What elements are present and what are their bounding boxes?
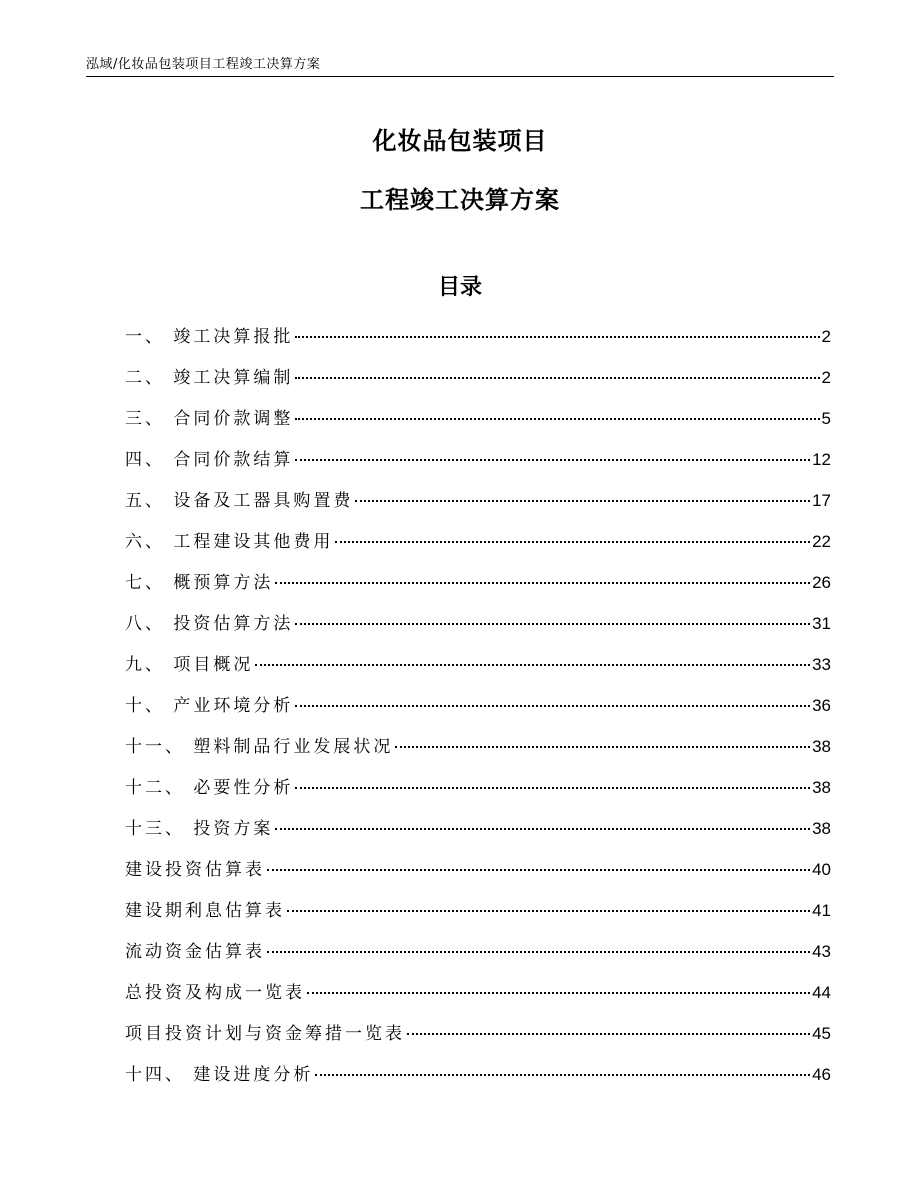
toc-entry[interactable] — [125, 812, 831, 853]
toc-entry-label: 十一、 塑料制品行业发展状况 — [125, 737, 394, 757]
toc-entry-page: 17 — [812, 491, 831, 510]
dot-leader — [407, 1033, 810, 1035]
toc-entry-label: 流动资金估算表 — [125, 942, 265, 962]
toc-entry-label: 十二、 必要性分析 — [125, 778, 294, 798]
toc-entry-page: 45 — [812, 1024, 831, 1043]
toc-entry[interactable] — [125, 566, 831, 607]
toc-entry[interactable] — [125, 1058, 831, 1099]
toc-entry-label: 十四、 建设进度分析 — [125, 1065, 314, 1085]
toc-entry-page: 2 — [821, 368, 831, 387]
dot-leader — [275, 828, 810, 830]
toc-entry-page: 26 — [812, 573, 831, 592]
toc-entry-page: 40 — [812, 860, 831, 879]
toc-entry-page: 31 — [812, 614, 831, 633]
toc-entry-label: 建设投资估算表 — [125, 860, 265, 880]
dot-leader — [395, 746, 810, 748]
toc-entry-page: 2 — [821, 327, 831, 346]
running-header: 泓域/化妆品包装项目工程竣工决算方案 — [86, 57, 321, 72]
dot-leader — [295, 336, 819, 338]
toc-entry[interactable] — [125, 648, 831, 689]
dot-leader — [295, 705, 810, 707]
dot-leader — [275, 582, 810, 584]
toc-entry-page: 22 — [812, 532, 831, 551]
toc-entry[interactable] — [125, 853, 831, 894]
dot-leader — [315, 1074, 810, 1076]
table-of-contents — [125, 320, 831, 1099]
toc-entry-label: 八、 投资估算方法 — [125, 614, 294, 634]
toc-entry[interactable] — [125, 443, 831, 484]
header-divider — [86, 76, 834, 77]
document-title-line-2: 工程竣工决算方案 — [360, 186, 560, 214]
toc-entry[interactable] — [125, 402, 831, 443]
dot-leader — [287, 910, 810, 912]
toc-entry-page: 38 — [812, 819, 831, 838]
toc-entry-label: 十三、 投资方案 — [125, 819, 274, 839]
dot-leader — [295, 623, 810, 625]
toc-entry-label: 总投资及构成一览表 — [125, 983, 305, 1003]
dot-leader — [267, 869, 810, 871]
toc-entry[interactable] — [125, 607, 831, 648]
toc-entry[interactable] — [125, 935, 831, 976]
toc-entry-label: 建设期利息估算表 — [125, 901, 285, 921]
toc-entry[interactable] — [125, 976, 831, 1017]
toc-entry-page: 41 — [812, 901, 831, 920]
dot-leader — [295, 418, 819, 420]
toc-entry[interactable] — [125, 689, 831, 730]
dot-leader — [295, 377, 819, 379]
toc-heading: 目录 — [437, 275, 482, 300]
toc-entry[interactable] — [125, 525, 831, 566]
toc-entry-page: 46 — [812, 1065, 831, 1084]
dot-leader — [295, 459, 810, 461]
dot-leader — [295, 787, 810, 789]
dot-leader — [267, 951, 810, 953]
toc-entry[interactable] — [125, 484, 831, 525]
toc-entry-page: 5 — [821, 409, 831, 428]
toc-entry-label: 项目投资计划与资金筹措一览表 — [125, 1024, 405, 1044]
dot-leader — [355, 500, 810, 502]
toc-entry-label: 三、 合同价款调整 — [125, 409, 294, 429]
toc-entry-page: 12 — [812, 450, 831, 469]
toc-entry-label: 五、 设备及工器具购置费 — [125, 491, 354, 511]
toc-entry-page: 36 — [812, 696, 831, 715]
toc-entry-label: 六、 工程建设其他费用 — [125, 532, 334, 552]
dot-leader — [307, 992, 810, 994]
toc-entry[interactable] — [125, 320, 831, 361]
toc-entry-label: 七、 概预算方法 — [125, 573, 274, 593]
dot-leader — [255, 664, 810, 666]
toc-entry-label: 十、 产业环境分析 — [125, 696, 294, 716]
toc-entry-label: 九、 项目概况 — [125, 655, 254, 675]
toc-entry-page: 38 — [812, 737, 831, 756]
toc-entry-page: 44 — [812, 983, 831, 1002]
toc-entry-page: 43 — [812, 942, 831, 961]
toc-entry[interactable] — [125, 771, 831, 812]
document-title-line-1: 化妆品包装项目 — [372, 127, 548, 155]
toc-entry-page: 38 — [812, 778, 831, 797]
dot-leader — [335, 541, 810, 543]
toc-entry[interactable] — [125, 1017, 831, 1058]
toc-entry-page: 33 — [812, 655, 831, 674]
toc-entry-label: 一、 竣工决算报批 — [125, 327, 294, 347]
toc-entry-label: 四、 合同价款结算 — [125, 450, 294, 470]
toc-entry[interactable] — [125, 361, 831, 402]
toc-entry[interactable] — [125, 730, 831, 771]
toc-entry-label: 二、 竣工决算编制 — [125, 368, 294, 388]
toc-entry[interactable] — [125, 894, 831, 935]
